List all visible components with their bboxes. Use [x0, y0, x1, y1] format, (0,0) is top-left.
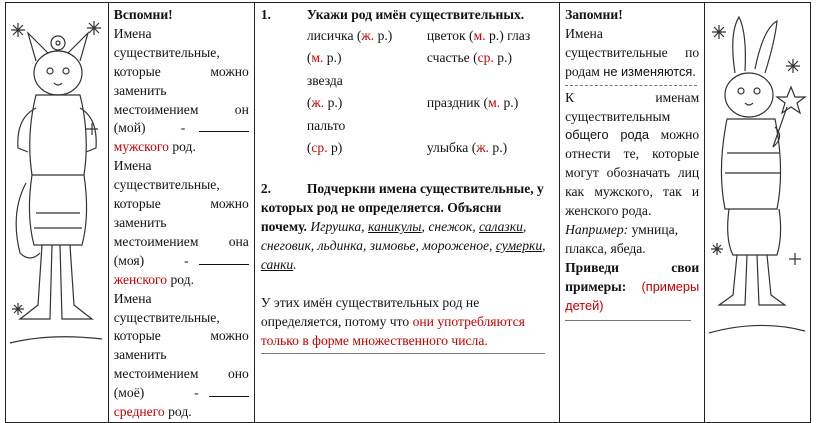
own-line1: Приведи свои: [565, 259, 700, 275]
note-line8: могут обозначать лиц: [565, 165, 700, 181]
p2-line1: Имена: [113, 158, 152, 174]
snowflake-icon: [789, 253, 801, 265]
fox-girl-illustration: [6, 3, 107, 395]
p3-line1: Имена: [113, 290, 152, 306]
tasks-cell: [254, 3, 559, 423]
right-illustration-cell: [705, 3, 811, 423]
underlined-word: каникулы: [367, 218, 422, 234]
p1-line7: мужского род.: [113, 139, 196, 155]
snowflake-icon: [87, 21, 101, 35]
own-line3: детей): [565, 297, 604, 313]
example-line2: плакса, ябеда.: [565, 240, 646, 256]
p1-line6: (мой) -: [114, 119, 249, 138]
note-line9: как мужского, так и: [565, 184, 700, 200]
own-underline: [565, 320, 691, 321]
p1-line5: местоимением он: [113, 101, 249, 117]
snowflake-icon: [11, 23, 25, 37]
example-line1: Например: умница,: [565, 221, 679, 237]
gender-neuter: среднего: [113, 404, 165, 420]
p2-line4: заменить: [113, 214, 167, 230]
answer-line3: только в форме множественного числа.: [260, 333, 488, 349]
p2-line2: существительные,: [113, 177, 220, 193]
snowflake-icon: [711, 243, 723, 255]
p1-line2: существительные,: [113, 44, 220, 60]
snowflake-icon: [12, 303, 24, 315]
answer-underline: [261, 353, 545, 354]
snowflake-icon: [786, 59, 800, 73]
task2-words-3: [261, 256, 551, 275]
note-line6: общего рода можно: [565, 127, 700, 143]
task1-row: (ср. р) улыбка (ж. р.): [306, 140, 508, 156]
p2-line3: которые можно: [113, 196, 249, 212]
note-divider: [565, 85, 697, 86]
word-text: Игрушка,: [310, 218, 368, 234]
rabbit-illustration: [705, 3, 809, 395]
word-text: снеговик, льдинка, зимовье, мороженое,: [260, 237, 496, 253]
word-text: .: [293, 256, 297, 272]
p2-line5: местоимением она: [113, 233, 249, 249]
underlined-word: сумерки: [495, 237, 543, 253]
word-list-1: [310, 219, 526, 234]
p3-line2: существительные,: [113, 309, 220, 325]
gender-masculine: мужского: [113, 139, 169, 155]
answer-line2: определяется, потому что они употребляются: [260, 314, 525, 330]
p1-line1: Имена: [113, 25, 152, 41]
own-line2: примеры: (примеры: [565, 278, 700, 294]
task2-heading: 2. Подчеркни имена существительные, у: [260, 180, 544, 196]
word-text: ,: [522, 218, 527, 234]
note-line10: женского рода.: [565, 203, 652, 219]
underlined-word: санки: [260, 256, 294, 272]
note-line1: Имена: [565, 25, 603, 41]
note-line7: отнести те, которые: [565, 146, 700, 162]
task1-heading: 1. Укажи род имён существительных.: [260, 7, 525, 22]
p3-line5: местоимением оно: [113, 366, 249, 382]
note-line4: К именам: [565, 89, 700, 105]
snowflake-icon: [712, 25, 726, 39]
p2-line6: (моя) -: [114, 252, 249, 271]
note-heading: Запомни!: [565, 7, 623, 22]
p1-line3: которые можно: [113, 63, 249, 79]
task1-row: (м. р.) счастье (ср. р.) звезда: [306, 50, 512, 88]
note-line3: родам не изменяются.: [565, 63, 696, 79]
word-text: ,: [542, 237, 546, 253]
p3-line6: (моё) -: [114, 384, 249, 403]
answer-line1: У этих имён существительных род не: [260, 295, 480, 311]
p1-line4: заменить: [113, 82, 167, 98]
task2-heading-2: которых род не определяется. Объясни: [260, 199, 502, 215]
note-line5: существительным: [565, 108, 671, 124]
task2-words-2: [261, 237, 551, 256]
left-illustration-cell: [6, 3, 109, 423]
word-text: , снежок,: [421, 218, 480, 234]
worksheet-table: [5, 2, 811, 423]
underlined-word: салазки: [479, 218, 523, 234]
gender-feminine: женского: [113, 271, 168, 287]
p2-line7: женского род.: [113, 271, 195, 287]
note-line2: существительные по: [565, 44, 700, 60]
task1-row: (ж. р.) праздник (м. р.) пальто: [306, 95, 519, 133]
remember-heading: Вспомни!: [113, 7, 173, 22]
task1-row: лисичка (ж. р.) цветок (м. р.) глаз: [306, 27, 531, 43]
task2-words: почему. Игрушка, каникулы, снежок, салазки,: [260, 218, 527, 234]
p3-line4: заменить: [113, 347, 167, 363]
note-cell: [560, 3, 705, 423]
star-icon: [777, 87, 805, 113]
remember-cell: [108, 3, 254, 423]
p3-line3: которые можно: [113, 328, 249, 344]
p3-line7: среднего род.: [113, 404, 192, 420]
